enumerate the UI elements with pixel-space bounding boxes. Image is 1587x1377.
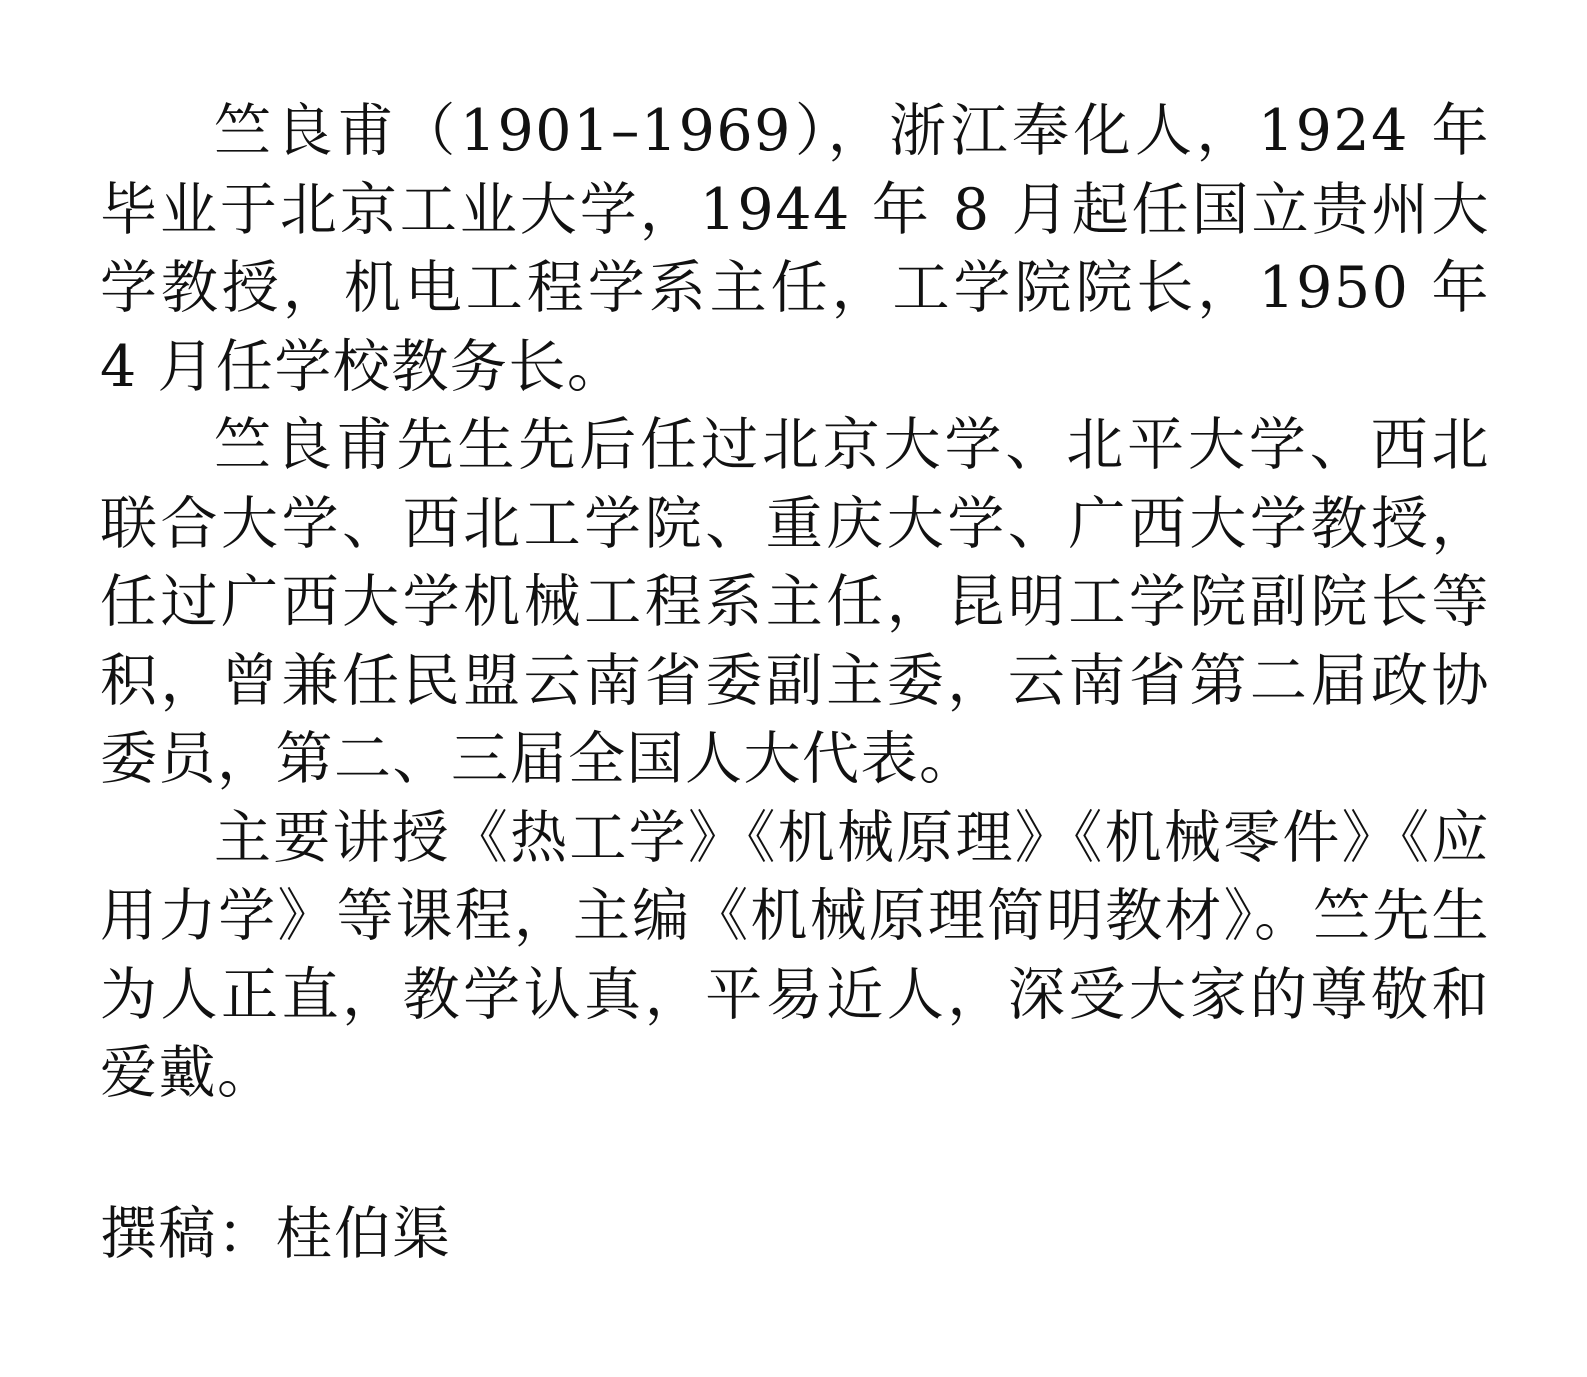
paragraph-3: 主要讲授《热工学》《机械原理》《机械零件》《应用力学》等课程，主编《机械原理简明教材》。竺先生为人正直，教学认真，平易近人，深受大家的尊敬和爱戴。	[100, 804, 1490, 1106]
paragraph-2: 竺良甫先生先后任过北京大学、北平大学、西北联合大学、西北工学院、重庆大学、广西大学教授，任过广西大学机械工程系主任，昆明工学院副院长等积，曾兼任民盟云南省委副主委，云南省第二届政协委员，第二、三届全国人大代表。	[100, 412, 1490, 792]
document-body	[100, 92, 1490, 1113]
author-line: 撰稿：桂伯渠	[100, 1201, 451, 1267]
paragraph-1: 竺良甫（1901–1969），浙江奉化人，1924 年毕业于北京工业大学，1944 年 8 月起任国立贵州大学教授，机电工程学系主任，工学院院长，1950 年 4 月任学校教务长。	[100, 98, 1490, 400]
